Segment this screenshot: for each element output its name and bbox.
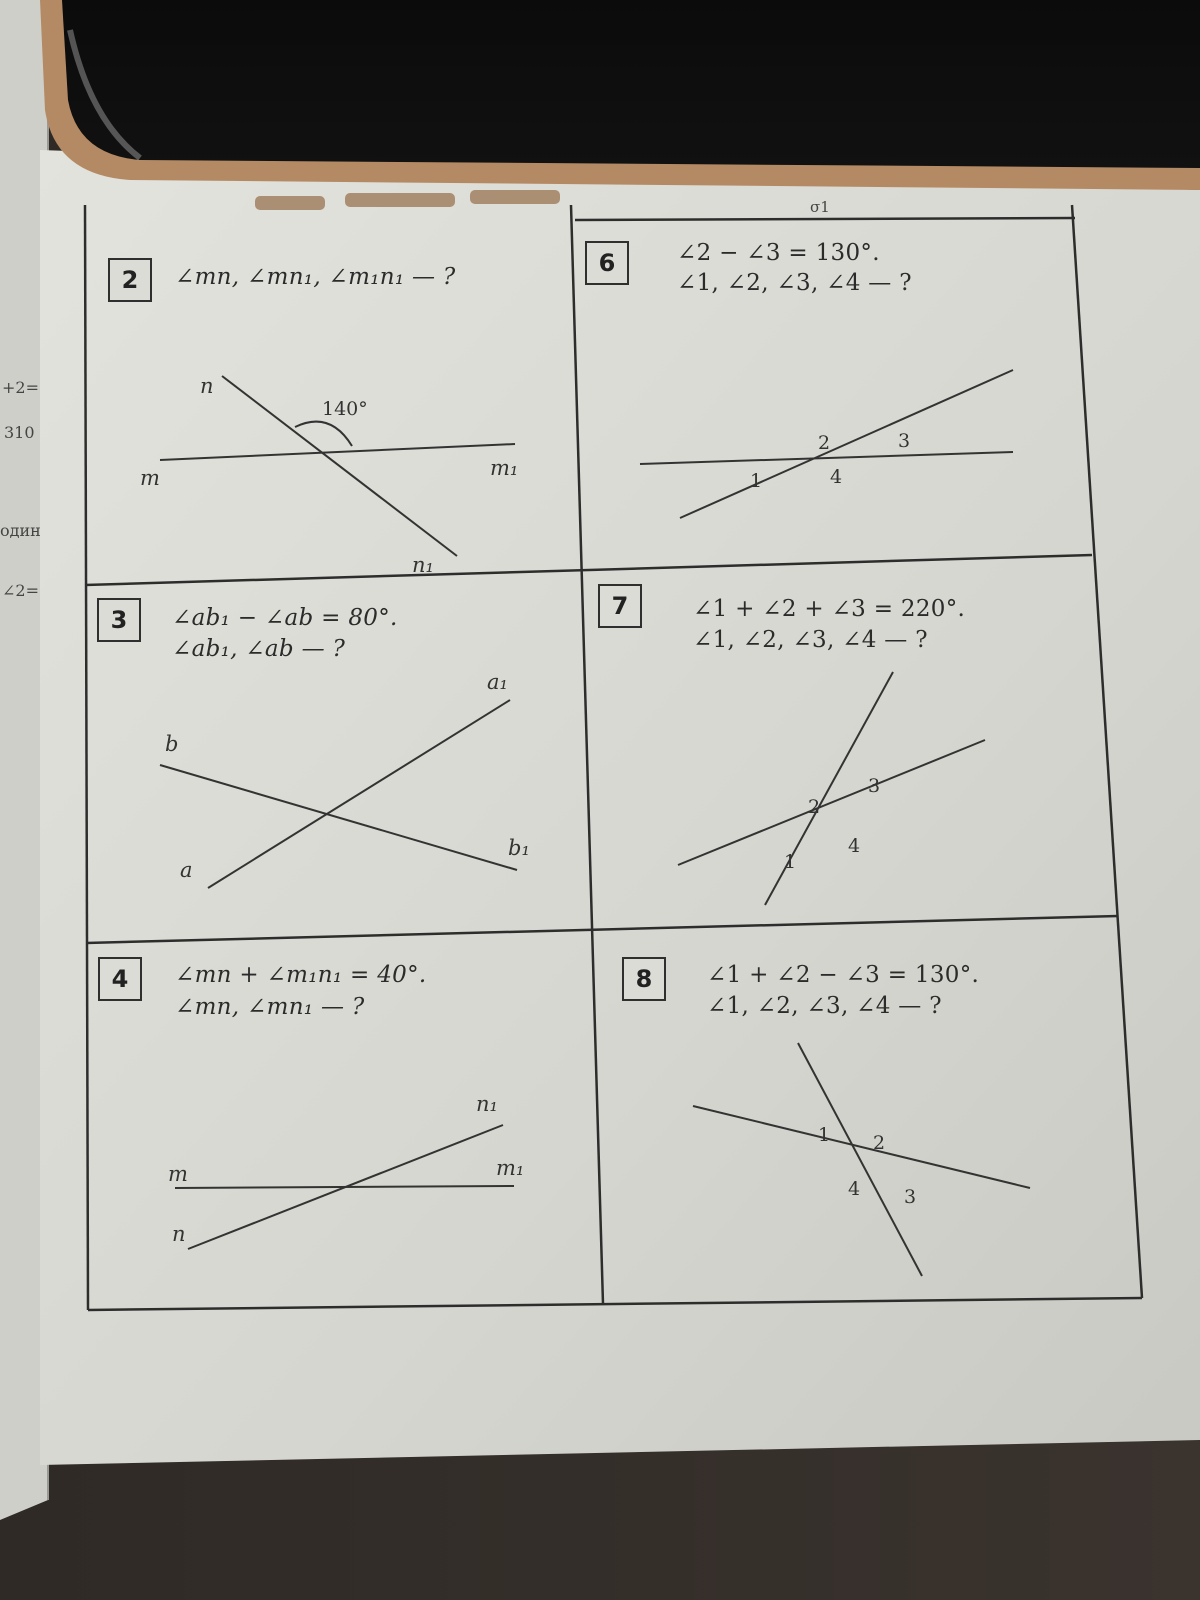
grid-right-line [1072, 205, 1142, 1298]
grid-top-line [575, 218, 1075, 220]
task-6-angle-3: 3 [898, 430, 911, 452]
task-2-label-m: m [140, 466, 160, 490]
task-7-angle-4: 4 [848, 835, 861, 857]
task-4-condition-2: ∠mn, ∠mn₁ — ? [175, 994, 365, 1020]
diagram-task-8 [693, 1043, 1030, 1276]
grid-row-line-2 [86, 916, 1118, 943]
task-number-4: 4 [98, 957, 142, 1001]
task-2-angle-label: 140° [322, 398, 368, 420]
task-8-condition-2: ∠1, ∠2, ∠3, ∠4 — ? [707, 993, 942, 1019]
task-8-angle-4: 4 [848, 1178, 861, 1200]
diagram-task-7 [678, 672, 985, 905]
line-b-b1 [160, 765, 517, 870]
margin-note-1: +2= [2, 378, 39, 397]
margin-note-4: ∠2= [2, 581, 39, 600]
line-shallow [693, 1106, 1030, 1188]
task-4-condition-1: ∠mn + ∠m₁n₁ = 40°. [175, 962, 427, 988]
task-6-angle-1: 1 [750, 470, 763, 492]
task-4-label-n1: n₁ [476, 1092, 498, 1116]
task-3-label-b: b [165, 732, 179, 756]
grid-row-line-1 [85, 555, 1092, 585]
task-8-angle-2: 2 [873, 1132, 886, 1154]
task-4-label-m: m [168, 1162, 188, 1186]
task-number-8: 8 [622, 957, 666, 1001]
task-2-condition: ∠mn, ∠mn₁, ∠m₁n₁ — ? [175, 264, 456, 290]
line-m-m1 [160, 444, 515, 460]
margin-note-3: один [0, 521, 41, 540]
line-a-a1 [208, 700, 510, 888]
diagram-task-4 [175, 1125, 514, 1249]
line-slanted [680, 370, 1013, 518]
task-4-label-n: n [172, 1222, 186, 1246]
task-7-angle-2: 2 [808, 796, 821, 818]
task-6-angle-2: 2 [818, 432, 831, 454]
task-2-label-n: n [200, 374, 214, 398]
task-6-condition-2: ∠1, ∠2, ∠3, ∠4 — ? [677, 270, 912, 296]
task-2-label-m1: m₁ [490, 456, 519, 480]
task-3-label-a: a [180, 858, 193, 882]
angle-arc-140 [295, 422, 352, 446]
diagram-task-3 [160, 700, 517, 888]
grid-center-line [571, 205, 603, 1304]
task-7-condition-2: ∠1, ∠2, ∠3, ∠4 — ? [693, 627, 928, 653]
grid-bottom-line [88, 1298, 1142, 1310]
task-3-condition-2: ∠ab₁, ∠ab — ? [172, 636, 346, 662]
task-7-angle-3: 3 [868, 775, 881, 797]
task-4-label-m1: m₁ [496, 1156, 525, 1180]
task-3-label-b1: b₁ [508, 836, 530, 860]
task-8-angle-3: 3 [904, 1186, 917, 1208]
task-6-condition-1: ∠2 − ∠3 = 130°. [677, 240, 880, 266]
task-3-condition-1: ∠ab₁ − ∠ab = 80°. [172, 605, 398, 631]
task-6-angle-4: 4 [830, 466, 843, 488]
task-3-label-a1: a₁ [487, 670, 508, 694]
task-number-2: 2 [108, 258, 152, 302]
task-7-condition-1: ∠1 + ∠2 + ∠3 = 220°. [693, 596, 966, 622]
top-edge-fragment: σ1 [810, 198, 830, 216]
task-2-label-n1: n₁ [412, 553, 434, 577]
task-number-7: 7 [598, 584, 642, 628]
line-steep [798, 1043, 922, 1276]
task-8-condition-1: ∠1 + ∠2 − ∠3 = 130°. [707, 962, 980, 988]
margin-note-2: 310 [4, 423, 35, 442]
task-number-6: 6 [585, 241, 629, 285]
task-number-3: 3 [97, 598, 141, 642]
task-8-angle-1: 1 [818, 1124, 831, 1146]
line-shallow [678, 740, 985, 865]
grid-left-line [85, 205, 88, 1310]
task-7-angle-1: 1 [784, 851, 797, 873]
